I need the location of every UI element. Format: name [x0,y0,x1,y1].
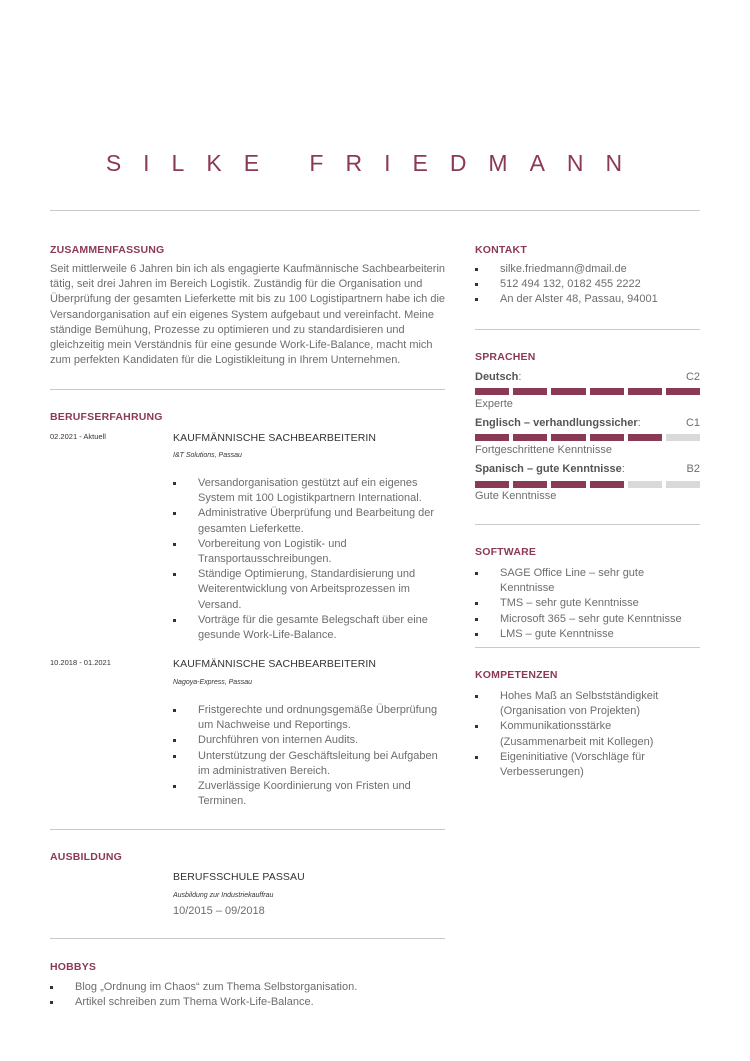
language-level-bar [475,434,700,441]
skills-heading: KOMPETENZEN [475,669,558,681]
skills-list [475,689,700,780]
education-dates: 10/2015 – 09/2018 [173,905,265,917]
language-suffix: : [637,417,641,429]
school-name: BERUFSSCHULE PASSAU [173,871,305,883]
summary-divider [50,389,445,390]
level-segment-filled [666,388,700,395]
language-description: Experte [475,398,513,410]
level-segment-filled [551,434,585,441]
language-row [475,463,700,475]
education-section [50,851,445,921]
hobbies-heading: HOBBYS [50,961,97,973]
software-section [475,546,700,642]
job-date: 10.2018 - 01.2021 [50,658,111,667]
list-item: Vorträge für die gesamte Belegschaft über eine gesunde Work-Life-Balance. [173,613,448,643]
software-divider [475,647,700,648]
list-item: Blog „Ordnung im Chaos“ zum Thema Selbstorganisation. [50,980,445,995]
contact-heading: KONTAKT [475,244,527,256]
education-program: Ausbildung zur Industriekauffrau [173,892,274,899]
language-level-bar [475,481,700,488]
list-item: Artikel schreiben zum Thema Work-Life-Balance. [50,995,445,1010]
level-segment-filled [628,434,662,441]
header-divider [50,210,700,211]
education-divider [50,938,445,939]
education-heading: AUSBILDUNG [50,851,122,863]
list-item: Microsoft 365 – sehr gute Kenntnisse [475,612,700,627]
list-item: SAGE Office Line – sehr gute Kenntnisse [475,566,700,596]
list-item: Versandorganisation gestützt auf ein eigenes System mit 100 Logistikpartnern International. [173,476,448,506]
language-row [475,371,700,383]
languages-heading: SPRACHEN [475,351,536,363]
language-level: B2 [686,463,700,475]
level-segment-filled [551,481,585,488]
contact-divider [475,329,700,330]
level-segment-filled [513,388,547,395]
level-segment-filled [513,434,547,441]
language-suffix: : [621,463,625,475]
language-name: Deutsch [475,371,519,383]
level-segment-filled [590,434,624,441]
contact-address: An der Alster 48, Passau, 94001 [475,292,700,307]
languages-section [475,351,700,511]
level-segment-empty [666,434,700,441]
job-title: KAUFMÄNNISCHE SACHBEARBEITERIN [173,658,377,670]
hobbies-list [50,980,445,1010]
contact-email[interactable]: silke.friedmann@dmail.de [475,262,700,277]
list-item: Zuverlässige Koordinierung von Fristen und Terminen. [173,779,448,809]
level-segment-filled [475,481,509,488]
summary-text: Seit mittlerweile 6 Jahren bin ich als engagierte Kaufmännische Sachbearbeiterin tätig, seit drei Jahren im Bereich Logistik. Zuständig für die Organisation und Überprüfung der gesamten Lieferkette mit bis zu 100 Logistipartnern habe ich die Versandorganisation auf ein eigenes System aufgebaut und vereinfacht. Meine ständige Bemühung, Prozesse zu optimieren und zu standardisieren und gleichzeitig mein Verständnis für eine gesunde Work-Life-Balance, macht mich zum perfekten Kandidaten für die Logistikleitung in Ihrem Unternehmen. [50,263,446,367]
level-segment-filled [475,434,509,441]
level-segment-filled [551,388,585,395]
list-item: Fristgerechte und ordnungsgemäße Überprüfung um Nachweise und Reportings. [173,703,448,733]
software-list [475,566,700,642]
language-description: Gute Kenntnisse [475,490,557,502]
language-level: C1 [685,417,700,429]
language-row [475,417,700,429]
hobbies-section [50,961,445,1010]
level-segment-filled [475,388,509,395]
experience-divider [50,829,445,830]
list-item: TMS – sehr gute Kenntnisse [475,596,700,611]
experience-section [50,411,445,821]
level-segment-filled [590,388,624,395]
language-description: Fortgeschrittene Kenntnisse [475,444,612,456]
language-level-bar [475,388,700,395]
job-duties-list [173,703,448,809]
list-item: Kommunikationsstärke (Zusammenarbeit mit Kollegen) [475,719,700,749]
languages-divider [475,524,700,525]
list-item: Vorbereitung von Logistik- und Transportausschreibungen. [173,537,448,567]
language-name: Spanisch – gute Kenntnisse [475,463,622,475]
list-item: Unterstützung der Geschäftsleitung bei Aufgaben im administrativen Bereich. [173,749,448,779]
candidate-name: SILKE FRIEDMANN [105,150,645,176]
contact-phone[interactable]: 512 494 132, 0182 455 2222 [475,277,700,292]
level-segment-filled [628,388,662,395]
job-duties-list [173,476,448,643]
level-segment-empty [628,481,662,488]
skills-section [475,669,700,780]
level-segment-empty [666,481,700,488]
contact-section [475,244,700,308]
list-item: Administrative Überprüfung und Bearbeitung der gesamten Lieferkette. [173,506,448,536]
list-item: Hohes Maß an Selbstständigkeit (Organisation von Projekten) [475,689,700,719]
list-item: Eigeninitiative (Vorschläge für Verbesserungen) [475,750,700,780]
language-level: C2 [685,371,700,383]
list-item: Ständige Optimierung, Standardisierung und Weiterentwicklung von Arbeitsprozessen im Versand. [173,567,448,613]
level-segment-filled [590,481,624,488]
experience-heading: BERUFSERFAHRUNG [50,411,163,423]
list-item: LMS – gute Kenntnisse [475,627,700,642]
summary-heading: ZUSAMMENFASSUNG [50,244,165,256]
language-suffix: : [518,371,522,383]
language-name: Englisch – verhandlungssicher [475,417,638,429]
level-segment-filled [513,481,547,488]
list-item: Durchführen von internen Audits. [173,733,448,748]
summary-section [50,244,445,368]
job-company: I&T Solutions, Passau [173,452,242,459]
job-company: Nagoya-Express, Passau [173,679,252,686]
software-heading: SOFTWARE [475,546,537,558]
contact-list [475,262,700,308]
job-title: KAUFMÄNNISCHE SACHBEARBEITERIN [173,432,377,444]
job-date: 02.2021 - Aktuell [50,432,106,441]
